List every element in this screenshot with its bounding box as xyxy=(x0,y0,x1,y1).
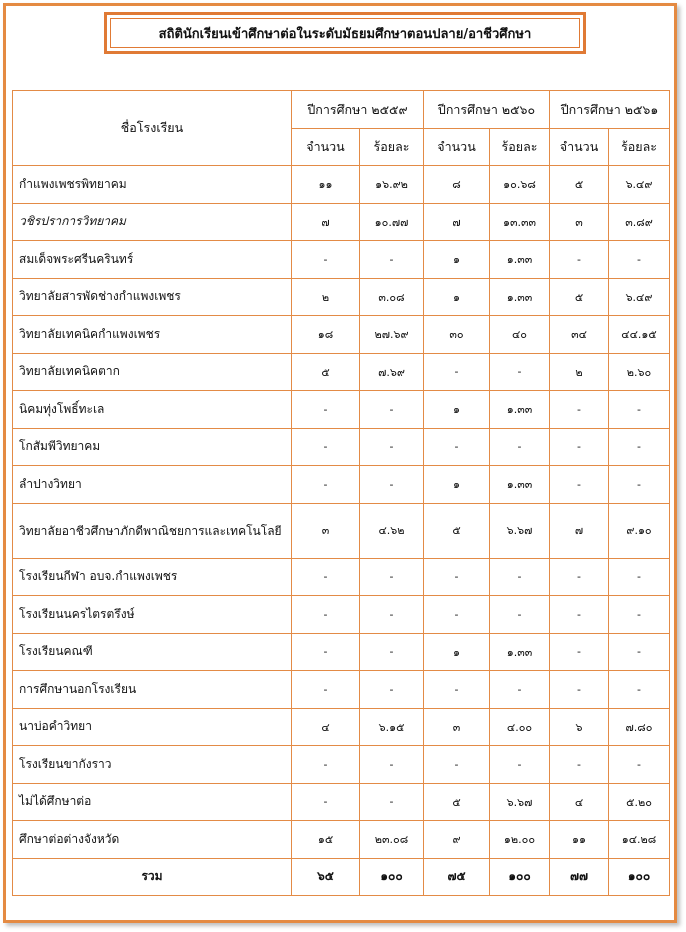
percent-cell: - xyxy=(609,428,670,466)
year-header-2561: ปีการศึกษา ๒๕๖๑ xyxy=(550,91,670,129)
percent-cell: ๒.๖๐ xyxy=(609,353,670,391)
percent-cell: ๒๓.๐๘ xyxy=(360,821,424,859)
count-cell: ๕ xyxy=(550,278,609,316)
count-cell: - xyxy=(292,391,360,429)
percent-cell: ๑.๓๓ xyxy=(490,278,550,316)
count-cell: ๑๑ xyxy=(292,166,360,204)
school-name-cell: โกสัมพีวิทยาคม xyxy=(13,428,292,466)
percent-cell: ๑.๓๓ xyxy=(490,391,550,429)
count-cell: - xyxy=(424,746,490,784)
count-header: จำนวน xyxy=(424,129,490,166)
count-cell: ๕ xyxy=(424,783,490,821)
table-row xyxy=(13,428,670,466)
table-row xyxy=(13,596,670,634)
statistics-table xyxy=(12,90,670,896)
count-cell: - xyxy=(550,241,609,279)
table-row xyxy=(13,203,670,241)
percent-cell: - xyxy=(609,241,670,279)
percent-cell: - xyxy=(490,671,550,709)
percent-cell: ๔.๖๒ xyxy=(360,503,424,558)
percent-header: ร้อยละ xyxy=(360,129,424,166)
school-column-header: ชื่อโรงเรียน xyxy=(13,91,292,166)
percent-cell: ๑๔.๒๘ xyxy=(609,821,670,859)
table-row xyxy=(13,783,670,821)
count-cell: - xyxy=(424,428,490,466)
percent-cell: - xyxy=(609,466,670,504)
total-percent-cell: ๑๐๐ xyxy=(360,858,424,895)
percent-cell: ๑.๓๓ xyxy=(490,241,550,279)
percent-cell: ๑๓.๓๓ xyxy=(490,203,550,241)
school-name-cell: โรงเรียนคณฑี xyxy=(13,633,292,671)
percent-cell: - xyxy=(490,596,550,634)
school-name-cell: ศึกษาต่อต่างจังหวัด xyxy=(13,821,292,859)
count-cell: - xyxy=(424,558,490,596)
count-cell: ๓๐ xyxy=(424,316,490,354)
total-count-cell: ๗๕ xyxy=(424,858,490,895)
percent-cell: ๙.๑๐ xyxy=(609,503,670,558)
table-row xyxy=(13,821,670,859)
count-cell: ๑๕ xyxy=(292,821,360,859)
count-cell: ๑๑ xyxy=(550,821,609,859)
percent-cell: - xyxy=(609,633,670,671)
school-name-cell: โรงเรียนนครไตรตรึงษ์ xyxy=(13,596,292,634)
count-cell: - xyxy=(550,466,609,504)
percent-cell: - xyxy=(490,558,550,596)
percent-cell: - xyxy=(360,783,424,821)
total-count-cell: ๗๗ xyxy=(550,858,609,895)
total-percent-cell: ๑๐๐ xyxy=(490,858,550,895)
percent-cell: ๔.๐๐ xyxy=(490,708,550,746)
percent-cell: ๔๐ xyxy=(490,316,550,354)
count-cell: ๓ xyxy=(424,708,490,746)
count-header: จำนวน xyxy=(292,129,360,166)
count-cell: - xyxy=(550,633,609,671)
percent-cell: ๑๖.๙๒ xyxy=(360,166,424,204)
count-cell: ๙ xyxy=(424,821,490,859)
count-cell: ๓๔ xyxy=(550,316,609,354)
count-cell: ๑ xyxy=(424,241,490,279)
percent-cell: ๓.๐๘ xyxy=(360,278,424,316)
total-count-cell: ๖๕ xyxy=(292,858,360,895)
percent-cell: - xyxy=(360,466,424,504)
page-title: สถิตินักเรียนเข้าศึกษาต่อในระดับมัธยมศึกษาตอนปลาย/อาชีวศึกษา xyxy=(110,18,580,48)
percent-header: ร้อยละ xyxy=(609,129,670,166)
count-cell: - xyxy=(292,746,360,784)
count-header: จำนวน xyxy=(550,129,609,166)
school-name-cell: วิทยาลัยเทคนิคกำแพงเพชร xyxy=(13,316,292,354)
count-cell: ๗ xyxy=(424,203,490,241)
percent-cell: ๗.๖๙ xyxy=(360,353,424,391)
year-header-2559: ปีการศึกษา ๒๕๕๙ xyxy=(292,91,424,129)
percent-cell: - xyxy=(490,428,550,466)
count-cell: - xyxy=(424,353,490,391)
count-cell: - xyxy=(292,558,360,596)
percent-cell: ๑๐.๖๘ xyxy=(490,166,550,204)
count-cell: - xyxy=(292,596,360,634)
count-cell: - xyxy=(292,241,360,279)
count-cell: - xyxy=(292,633,360,671)
count-cell: - xyxy=(424,596,490,634)
count-cell: ๔ xyxy=(550,783,609,821)
percent-cell: ๖.๔๙ xyxy=(609,166,670,204)
table-row xyxy=(13,241,670,279)
table-row xyxy=(13,671,670,709)
count-cell: ๓ xyxy=(550,203,609,241)
count-cell: - xyxy=(292,428,360,466)
school-name-cell: วิทยาลัยเทคนิคตาก xyxy=(13,353,292,391)
table-row xyxy=(13,503,670,558)
school-name-cell: การศึกษานอกโรงเรียน xyxy=(13,671,292,709)
percent-cell: ๑๒.๐๐ xyxy=(490,821,550,859)
table-row xyxy=(13,708,670,746)
count-cell: ๖ xyxy=(550,708,609,746)
percent-cell: ๖.๑๕ xyxy=(360,708,424,746)
percent-cell: ๖.๖๗ xyxy=(490,783,550,821)
count-cell: - xyxy=(550,596,609,634)
count-cell: - xyxy=(424,671,490,709)
count-cell: ๑ xyxy=(424,391,490,429)
percent-header: ร้อยละ xyxy=(490,129,550,166)
school-name-cell: ไม่ได้ศึกษาต่อ xyxy=(13,783,292,821)
table-row xyxy=(13,166,670,204)
count-cell: - xyxy=(292,466,360,504)
count-cell: ๕ xyxy=(550,166,609,204)
count-cell: - xyxy=(292,783,360,821)
table-row xyxy=(13,558,670,596)
percent-cell: ๔๔.๑๕ xyxy=(609,316,670,354)
count-cell: ๗ xyxy=(292,203,360,241)
title-box xyxy=(104,12,586,54)
school-name-cell: นิคมทุ่งโพธิ์ทะเล xyxy=(13,391,292,429)
count-cell: - xyxy=(550,671,609,709)
percent-cell: - xyxy=(360,596,424,634)
count-cell: ๒ xyxy=(292,278,360,316)
percent-cell: ๖.๔๙ xyxy=(609,278,670,316)
count-cell: ๑๘ xyxy=(292,316,360,354)
percent-cell: - xyxy=(609,391,670,429)
count-cell: ๑ xyxy=(424,278,490,316)
school-name-cell: วิทยาลัยอาชีวศึกษาภักดีพาณิชยการและเทคโนโลยี xyxy=(13,503,292,558)
count-cell: - xyxy=(550,391,609,429)
school-name-cell: โรงเรียนขากังราว xyxy=(13,746,292,784)
percent-cell: - xyxy=(490,746,550,784)
percent-cell: - xyxy=(360,241,424,279)
count-cell: - xyxy=(292,671,360,709)
table-row xyxy=(13,391,670,429)
count-cell: - xyxy=(550,428,609,466)
count-cell: - xyxy=(550,746,609,784)
school-name-cell: ลำปางวิทยา xyxy=(13,466,292,504)
school-name-cell: สมเด็จพระศรีนครินทร์ xyxy=(13,241,292,279)
table-row xyxy=(13,278,670,316)
percent-cell: - xyxy=(360,428,424,466)
percent-cell: ๑.๓๓ xyxy=(490,633,550,671)
table-row xyxy=(13,633,670,671)
school-name-cell: วิทยาลัยสารพัดช่างกำแพงเพชร xyxy=(13,278,292,316)
percent-cell: - xyxy=(360,391,424,429)
table-row xyxy=(13,746,670,784)
school-name-cell: กำแพงเพชรพิทยาคม xyxy=(13,166,292,204)
count-cell: ๒ xyxy=(550,353,609,391)
count-cell: ๔ xyxy=(292,708,360,746)
percent-cell: ๑.๓๓ xyxy=(490,466,550,504)
percent-cell: ๒๗.๖๙ xyxy=(360,316,424,354)
percent-cell: - xyxy=(609,558,670,596)
percent-cell: - xyxy=(360,671,424,709)
table-row xyxy=(13,353,670,391)
percent-cell: - xyxy=(490,353,550,391)
total-percent-cell: ๑๐๐ xyxy=(609,858,670,895)
percent-cell: - xyxy=(609,671,670,709)
total-row xyxy=(13,858,670,895)
percent-cell: ๑๐.๗๗ xyxy=(360,203,424,241)
percent-cell: - xyxy=(360,558,424,596)
count-cell: ๑ xyxy=(424,633,490,671)
total-label: รวม xyxy=(13,858,292,895)
percent-cell: - xyxy=(609,596,670,634)
count-cell: ๗ xyxy=(550,503,609,558)
school-name-cell: โรงเรียนกีฬา อบจ.กำแพงเพชร xyxy=(13,558,292,596)
year-header-2560: ปีการศึกษา ๒๕๖๐ xyxy=(424,91,550,129)
percent-cell: ๖.๖๗ xyxy=(490,503,550,558)
percent-cell: - xyxy=(360,633,424,671)
percent-cell: ๗.๘๐ xyxy=(609,708,670,746)
percent-cell: ๓.๘๙ xyxy=(609,203,670,241)
table-row xyxy=(13,466,670,504)
count-cell: ๕ xyxy=(424,503,490,558)
count-cell: ๑ xyxy=(424,466,490,504)
table-row xyxy=(13,316,670,354)
count-cell: ๘ xyxy=(424,166,490,204)
school-name-cell: วชิรปราการวิทยาคม xyxy=(13,203,292,241)
count-cell: ๕ xyxy=(292,353,360,391)
count-cell: - xyxy=(550,558,609,596)
percent-cell: - xyxy=(360,746,424,784)
percent-cell: ๕.๒๐ xyxy=(609,783,670,821)
count-cell: ๓ xyxy=(292,503,360,558)
percent-cell: - xyxy=(609,746,670,784)
school-name-cell: นาบ่อคำวิทยา xyxy=(13,708,292,746)
